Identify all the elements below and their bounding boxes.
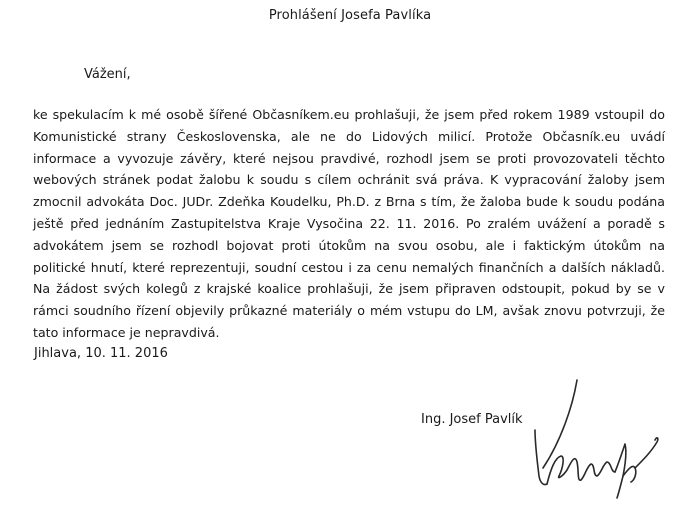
signature-stroke bbox=[547, 456, 615, 484]
signature-stroke bbox=[543, 380, 577, 468]
signature-icon bbox=[525, 372, 675, 502]
signature-stroke bbox=[635, 438, 658, 468]
signature-stroke bbox=[615, 444, 636, 482]
signer-name: Ing. Josef Pavlík bbox=[421, 412, 523, 427]
body-paragraph: ke spekulacím k mé osobě šířené Občasníkem.eu prohlašuji, že jsem před rokem 1989 vstoupil do Komunistické strany Československa, ale ne do Lidových milicí. Protože Občasník.eu uvádí informace a vyvozuje závěry, které nejsou pravdivé, rozhodl jsem se proti provozovateli těchto webových stránek podat žalobu k soudu s cílem ochránit svá práva. K vypracování žaloby jsem zmocnil advokáta Doc. JUDr. Zdeňka Koudelku, Ph.D. z Brna s tím, že žaloba bude k soudu podána ještě před jednáním Zastupitelstva Kraje Vysočina 22. 11. 2016. Po zralém uvážení a poradě s advokátem jsem se rozhodl bojovat proti útokům na svou osobu, ale i faktickým útokům na politické hnutí, které reprezentuji, soudní cestou i za cenu nemalých finančních a dalších nákladů. Na žádost svých kolegů z krajské koalice prohlašuji, že jsem připraven odstoupit, pokud by se v rámci soudního řízení objevily průkazné materiály o mém vstupu do LM, avšak znovu potvrzuji, že tato informace je nepravdivá. bbox=[33, 107, 665, 340]
signature-stroke bbox=[617, 476, 623, 498]
document-title: Prohlášení Josefa Pavlíka bbox=[268, 8, 432, 23]
greeting: Vážení, bbox=[84, 67, 131, 82]
place-and-date: Jihlava, 10. 11. 2016 bbox=[34, 346, 168, 361]
signature-stroke bbox=[535, 430, 547, 485]
